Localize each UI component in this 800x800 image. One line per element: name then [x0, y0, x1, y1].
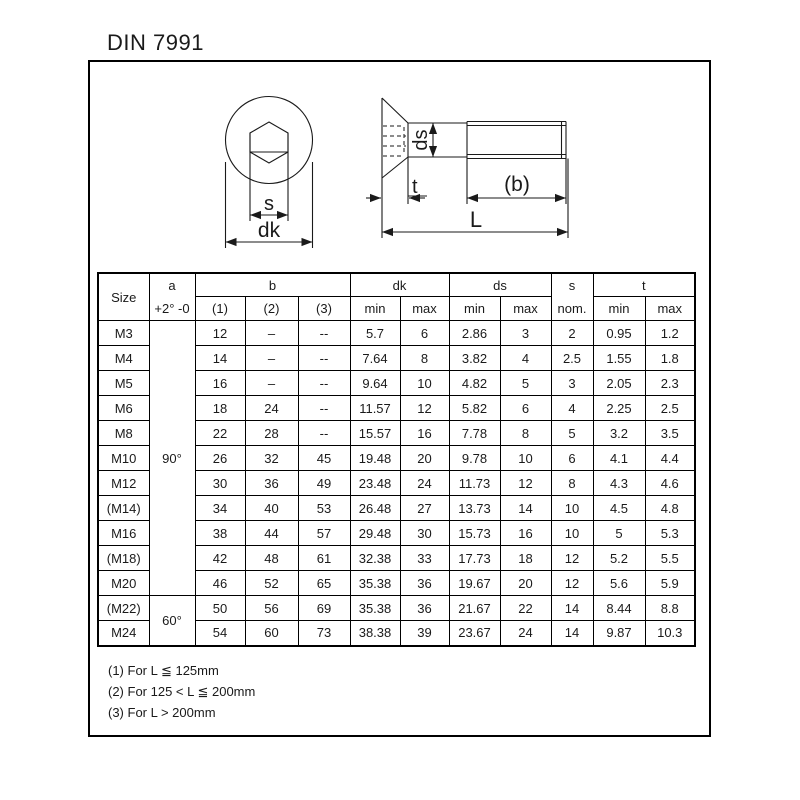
cell: 32 — [245, 446, 298, 471]
cell: 29.48 — [350, 521, 400, 546]
subheader: (1) — [195, 297, 245, 321]
cell: 44 — [245, 521, 298, 546]
cell: 12 — [551, 571, 593, 596]
cell: 24 — [500, 621, 551, 646]
cell: 38 — [195, 521, 245, 546]
subheader: min — [593, 297, 645, 321]
cell: 35.38 — [350, 596, 400, 621]
cell: 56 — [245, 596, 298, 621]
cell: 60 — [245, 621, 298, 646]
cell: 5.9 — [645, 571, 695, 596]
cell: 50 — [195, 596, 245, 621]
table-row — [98, 321, 695, 346]
col-header-a — [149, 273, 195, 321]
size-cell: M24 — [98, 621, 149, 646]
col-header-ds: ds — [449, 273, 551, 297]
subheader: (2) — [245, 297, 298, 321]
cell: 2.5 — [551, 346, 593, 371]
footnotes — [108, 660, 255, 723]
cell: 6 — [400, 321, 449, 346]
cell: 22 — [195, 421, 245, 446]
size-cell: M12 — [98, 471, 149, 496]
size-cell: (M14) — [98, 496, 149, 521]
cell: 0.95 — [593, 321, 645, 346]
cell: 13.73 — [449, 496, 500, 521]
cell: 42 — [195, 546, 245, 571]
cell: 5.5 — [645, 546, 695, 571]
cell: 11.73 — [449, 471, 500, 496]
cell: 6 — [500, 396, 551, 421]
cell: 4.6 — [645, 471, 695, 496]
cell: 8 — [551, 471, 593, 496]
footnote-3: (3) For L > 200mm — [108, 705, 216, 720]
subheader: max — [645, 297, 695, 321]
cell: 2 — [551, 321, 593, 346]
cell: 11.57 — [350, 396, 400, 421]
cell: 4.1 — [593, 446, 645, 471]
cell: 48 — [245, 546, 298, 571]
header-row-1 — [98, 273, 695, 297]
cell: 12 — [500, 471, 551, 496]
dim-label-s: s — [264, 193, 274, 215]
cell: 9.87 — [593, 621, 645, 646]
cell: 52 — [245, 571, 298, 596]
cell: 14 — [551, 596, 593, 621]
cell: 9.64 — [350, 371, 400, 396]
cell: 5.82 — [449, 396, 500, 421]
cell: 8.8 — [645, 596, 695, 621]
cell: 2.3 — [645, 371, 695, 396]
cell: 61 — [298, 546, 350, 571]
page-title: DIN 7991 — [107, 30, 204, 55]
cell: 46 — [195, 571, 245, 596]
cell: 2.86 — [449, 321, 500, 346]
cell: -- — [298, 346, 350, 371]
cell: 39 — [400, 621, 449, 646]
cell: 14 — [500, 496, 551, 521]
size-cell: M10 — [98, 446, 149, 471]
cell: 20 — [500, 571, 551, 596]
angle-cell: 60° — [149, 596, 195, 646]
cell: 2.25 — [593, 396, 645, 421]
cell: 4.8 — [645, 496, 695, 521]
cell: 5.2 — [593, 546, 645, 571]
cell: 5 — [551, 421, 593, 446]
cell: 36 — [245, 471, 298, 496]
cell: 4 — [551, 396, 593, 421]
cell: 32.38 — [350, 546, 400, 571]
cell: 34 — [195, 496, 245, 521]
size-cell: M4 — [98, 346, 149, 371]
cell: – — [245, 321, 298, 346]
cell: 30 — [195, 471, 245, 496]
cell: 8 — [400, 346, 449, 371]
cell: 18 — [500, 546, 551, 571]
cell: 27 — [400, 496, 449, 521]
cell: 12 — [195, 321, 245, 346]
footnote-2: (2) For 125 < L ≦ 200mm — [108, 684, 256, 699]
cell: 3.5 — [645, 421, 695, 446]
cell: 2.5 — [645, 396, 695, 421]
cell: 19.67 — [449, 571, 500, 596]
cell: 6 — [551, 446, 593, 471]
technical-drawing — [190, 88, 590, 253]
cell: 8 — [500, 421, 551, 446]
cell: 10 — [551, 521, 593, 546]
cell: 4 — [500, 346, 551, 371]
cell: 16 — [500, 521, 551, 546]
cell: 38.38 — [350, 621, 400, 646]
cell: 23.48 — [350, 471, 400, 496]
subheader: (3) — [298, 297, 350, 321]
size-cell: M5 — [98, 371, 149, 396]
cell: 20 — [400, 446, 449, 471]
col-header-a-symbol: a — [168, 278, 176, 293]
cell: 1.8 — [645, 346, 695, 371]
cell: 30 — [400, 521, 449, 546]
col-header-s-nom: nom. — [557, 301, 587, 316]
dim-label-L: L — [469, 207, 483, 232]
hidden-socket-lines — [383, 126, 406, 156]
col-header-s-symbol: s — [568, 278, 576, 293]
cell: 18 — [195, 396, 245, 421]
cell: 14 — [195, 346, 245, 371]
size-cell: (M18) — [98, 546, 149, 571]
col-header-size: Size — [98, 273, 149, 321]
angle-cell: 90° — [149, 321, 195, 596]
cell: 12 — [400, 396, 449, 421]
cell: 19.48 — [350, 446, 400, 471]
dim-label-t: t — [412, 176, 418, 198]
cell: -- — [298, 421, 350, 446]
col-header-dk: dk — [350, 273, 449, 297]
cell: 69 — [298, 596, 350, 621]
cell: 1.2 — [645, 321, 695, 346]
cell: 16 — [400, 421, 449, 446]
subheader: min — [350, 297, 400, 321]
cell: 45 — [298, 446, 350, 471]
cell: 36 — [400, 596, 449, 621]
cell: 17.73 — [449, 546, 500, 571]
cell: 3 — [551, 371, 593, 396]
cell: 5 — [593, 521, 645, 546]
cell: 5.7 — [350, 321, 400, 346]
cell: 33 — [400, 546, 449, 571]
size-cell: M16 — [98, 521, 149, 546]
cell: 16 — [195, 371, 245, 396]
cell: 40 — [245, 496, 298, 521]
cell: 9.78 — [449, 446, 500, 471]
cell: – — [245, 371, 298, 396]
cell: 2.05 — [593, 371, 645, 396]
col-header-b: b — [195, 273, 350, 297]
cell: 4.3 — [593, 471, 645, 496]
cell: – — [245, 346, 298, 371]
cell: 7.64 — [350, 346, 400, 371]
col-header-t: t — [593, 273, 695, 297]
cell: 14 — [551, 621, 593, 646]
cell: 28 — [245, 421, 298, 446]
cell: 7.78 — [449, 421, 500, 446]
subheader: min — [449, 297, 500, 321]
cell: 4.82 — [449, 371, 500, 396]
cell: 1.55 — [593, 346, 645, 371]
subheader: max — [400, 297, 449, 321]
cell: 10 — [551, 496, 593, 521]
dim-label-dk: dk — [257, 219, 281, 242]
footnote-1: (1) For L ≦ 125mm — [108, 663, 219, 678]
cell: 3.2 — [593, 421, 645, 446]
cell: 8.44 — [593, 596, 645, 621]
cell: 3 — [500, 321, 551, 346]
cell: 57 — [298, 521, 350, 546]
cell: 24 — [400, 471, 449, 496]
cell: 12 — [551, 546, 593, 571]
cell: 10 — [500, 446, 551, 471]
cell: 53 — [298, 496, 350, 521]
dim-t — [366, 157, 427, 204]
subheader: max — [500, 297, 551, 321]
cell: 23.67 — [449, 621, 500, 646]
cell: 15.73 — [449, 521, 500, 546]
cell: 73 — [298, 621, 350, 646]
dimension-table — [97, 272, 696, 647]
table-row — [98, 596, 695, 621]
head-circle — [226, 97, 313, 184]
cell: -- — [298, 396, 350, 421]
col-header-a-tolerance: +2° -0 — [154, 301, 190, 316]
cell: 65 — [298, 571, 350, 596]
size-cell: M20 — [98, 571, 149, 596]
cell: 4.4 — [645, 446, 695, 471]
cell: 4.5 — [593, 496, 645, 521]
cell: 21.67 — [449, 596, 500, 621]
cell: 49 — [298, 471, 350, 496]
size-cell: M8 — [98, 421, 149, 446]
col-header-s — [551, 273, 593, 321]
size-cell: M6 — [98, 396, 149, 421]
cell: 22 — [500, 596, 551, 621]
size-cell: M3 — [98, 321, 149, 346]
cell: 26 — [195, 446, 245, 471]
cell: 24 — [245, 396, 298, 421]
cell: 5.3 — [645, 521, 695, 546]
size-cell: (M22) — [98, 596, 149, 621]
cell: 26.48 — [350, 496, 400, 521]
cell: 5.6 — [593, 571, 645, 596]
cell: 54 — [195, 621, 245, 646]
cell: 3.82 — [449, 346, 500, 371]
dim-label-ds: ds — [410, 129, 432, 151]
cell: 36 — [400, 571, 449, 596]
cell: 35.38 — [350, 571, 400, 596]
cell: 5 — [500, 371, 551, 396]
cell: 15.57 — [350, 421, 400, 446]
cell: -- — [298, 371, 350, 396]
cell: -- — [298, 321, 350, 346]
hex-socket-outline — [250, 122, 288, 163]
cell: 10 — [400, 371, 449, 396]
dim-label-b: (b) — [504, 173, 530, 196]
cell: 10.3 — [645, 621, 695, 646]
